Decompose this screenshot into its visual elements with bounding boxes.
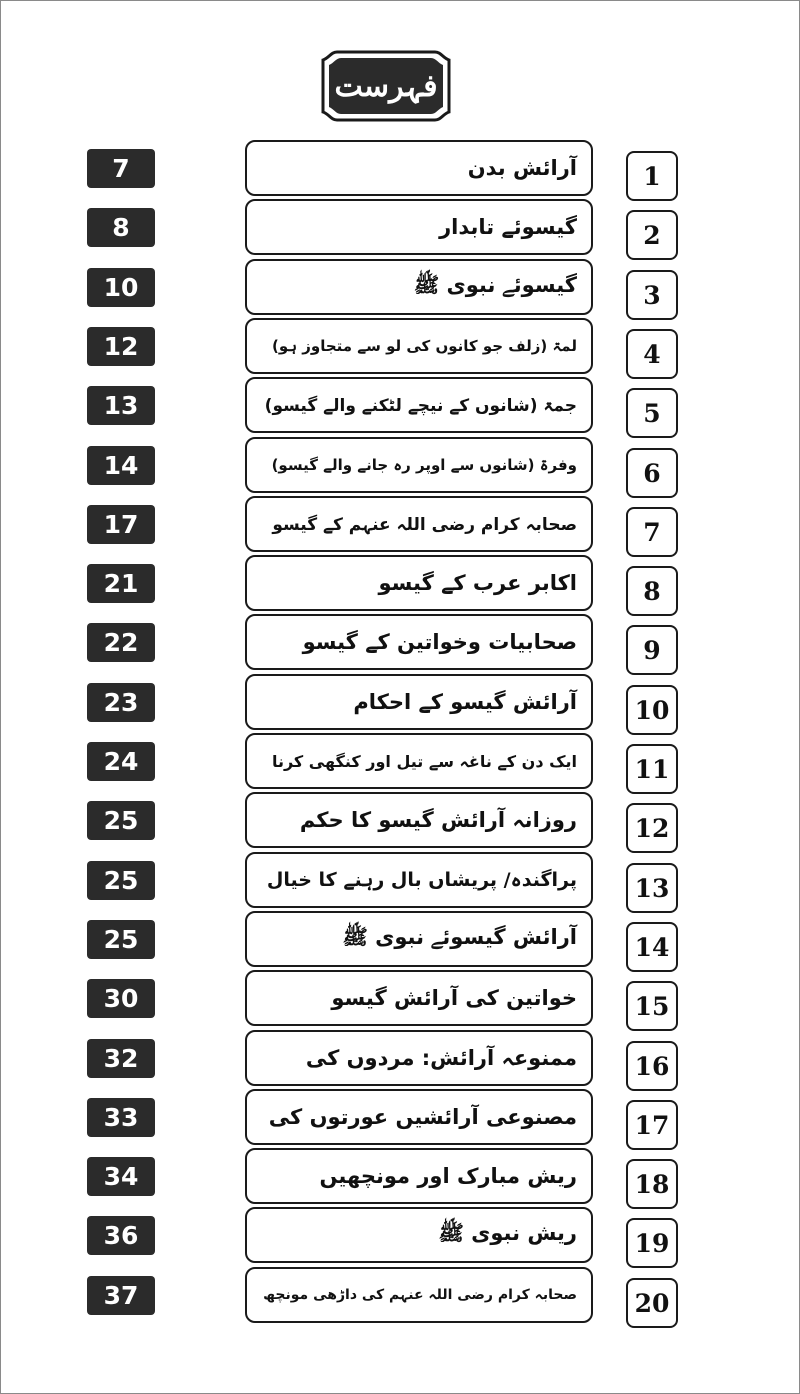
toc-entry-title: صحابہ کرام رضی اللہ عنہم کے گیسو [245,496,593,552]
toc-entry-number: 18 [626,1159,678,1209]
page-number-badge: 33 [87,1098,155,1137]
toc-entry-title: ایک دن کے ناغہ سے تیل اور کنگھی کرنا [245,733,593,789]
toc-row [0,1267,800,1327]
toc-row [0,1207,800,1267]
page-number-badge: 32 [87,1039,155,1078]
toc-row [0,733,800,793]
toc-row [0,970,800,1030]
toc-entry-number: 3 [626,270,678,320]
toc-entry-number: 13 [626,863,678,913]
toc-entry-number: 15 [626,981,678,1031]
toc-entry-number: 8 [626,566,678,616]
page-number-badge: 8 [87,208,155,247]
toc-entry-number: 7 [626,507,678,557]
toc-row [0,1030,800,1090]
page-number-badge: 7 [87,149,155,188]
toc-entry-number: 17 [626,1100,678,1150]
toc-row [0,1089,800,1149]
toc-row [0,911,800,971]
toc-row [0,555,800,615]
page-number-badge: 12 [87,327,155,366]
toc-entry-title: روزانہ آرائش گیسو کا حکم [245,792,593,848]
toc-entry-title: ریش نبوی ﷺ [245,1207,593,1263]
page-number-badge: 13 [87,386,155,425]
toc-row [0,792,800,852]
toc-entry-number: 19 [626,1218,678,1268]
toc-entry-title: گیسوئے تابدار [245,199,593,255]
toc-entry-title: وفرۃ (شانوں سے اوپر رہ جانے والے گیسو) [245,437,593,493]
toc-row [0,437,800,497]
toc-entry-title: آرائش گیسوئے نبوی ﷺ [245,911,593,967]
page-number-badge: 34 [87,1157,155,1196]
toc-row [0,140,800,200]
toc-row [0,1148,800,1208]
toc-entry-title: صحابیات وخواتین کے گیسو [245,614,593,670]
toc-entry-title: جمۃ (شانوں کے نیچے لٹکنے والے گیسو) [245,377,593,433]
toc-entry-number: 1 [626,151,678,201]
page-number-badge: 37 [87,1276,155,1315]
toc-row [0,674,800,734]
toc-entry-title: آرائش گیسو کے احکام [245,674,593,730]
page-number-badge: 36 [87,1216,155,1255]
toc-entry-number: 10 [626,685,678,735]
toc-entry-title: گیسوئے نبوی ﷺ [245,259,593,315]
toc-entry-number: 11 [626,744,678,794]
toc-row [0,318,800,378]
page-number-badge: 25 [87,861,155,900]
page-title: فہرست [334,68,438,104]
toc-entry-title: صحابہ کرام رضی اللہ عنہم کی داڑھی مونچھ [245,1267,593,1323]
toc-entry-title: آرائش بدن [245,140,593,196]
page-number-badge: 10 [87,268,155,307]
page-number-badge: 21 [87,564,155,603]
toc-row [0,199,800,259]
toc-entry-number: 2 [626,210,678,260]
toc-entry-title: ممنوعہ آرائش: مردوں کی [245,1030,593,1086]
page-number-badge: 22 [87,623,155,662]
toc-entry-title: پراگندہ/ پریشاں بال رہنے کا خیال [245,852,593,908]
page-number-badge: 23 [87,683,155,722]
toc-entry-number: 4 [626,329,678,379]
toc-entry-title: لمۃ (زلف جو کانوں کی لو سے متجاوز ہو) [245,318,593,374]
page-number-badge: 25 [87,801,155,840]
page-number-badge: 24 [87,742,155,781]
toc-entry-title: اکابر عرب کے گیسو [245,555,593,611]
toc-entry-title: مصنوعی آرائشیں عورتوں کی [245,1089,593,1145]
toc-entry-number: 6 [626,448,678,498]
page-number-badge: 25 [87,920,155,959]
toc-entry-number: 5 [626,388,678,438]
toc-row [0,377,800,437]
toc-entry-number: 12 [626,803,678,853]
toc-entry-number: 9 [626,625,678,675]
toc-row [0,614,800,674]
page-number-badge: 17 [87,505,155,544]
page-number-badge: 14 [87,446,155,485]
toc-entry-title: خواتین کی آرائش گیسو [245,970,593,1026]
toc-row [0,852,800,912]
toc-row [0,496,800,556]
toc-row [0,259,800,319]
toc-entry-number: 20 [626,1278,678,1328]
page-number-badge: 30 [87,979,155,1018]
toc-entry-title: ریش مبارک اور مونچھیں [245,1148,593,1204]
toc-entry-number: 14 [626,922,678,972]
toc-entry-number: 16 [626,1041,678,1091]
